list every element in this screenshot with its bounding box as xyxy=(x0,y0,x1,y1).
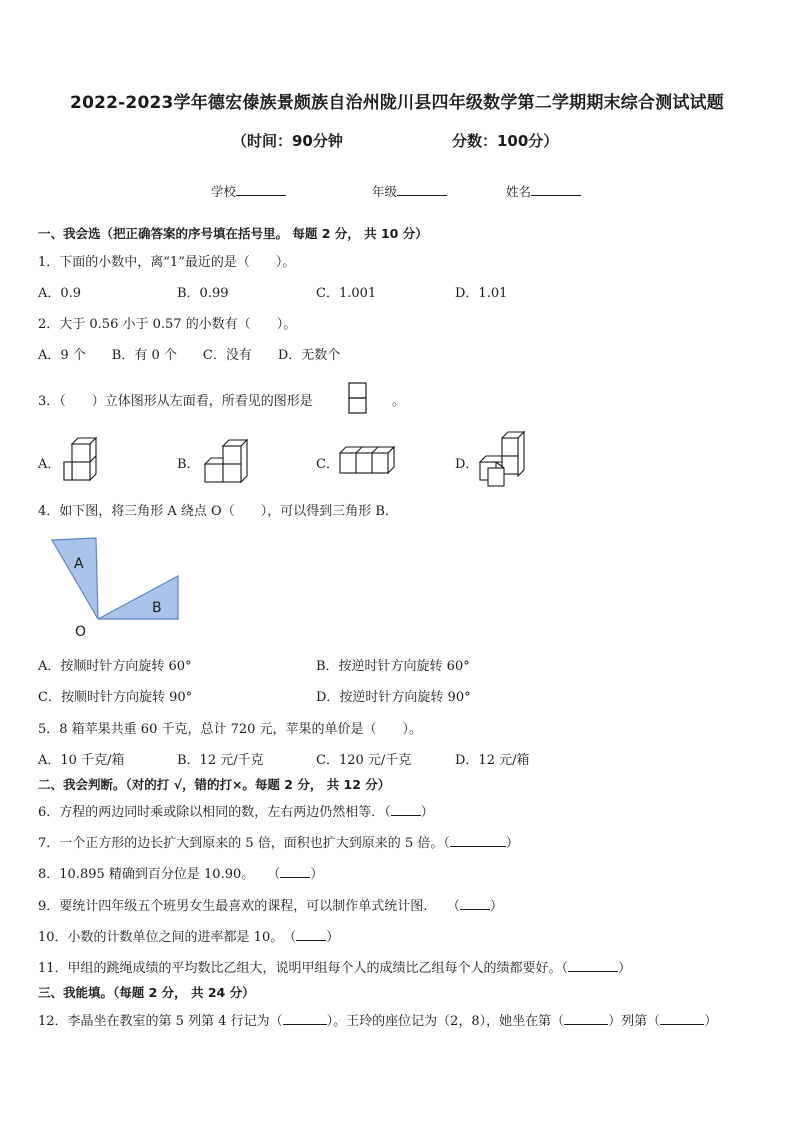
q7-answer-blank[interactable] xyxy=(450,834,506,847)
question-3 xyxy=(38,390,313,409)
q4-option-a[interactable]: A．按顺时针方向旋转 60° xyxy=(38,659,192,674)
q1-option-d[interactable]: D．1.01 xyxy=(455,286,508,301)
q3-option-d-cubes xyxy=(476,430,528,488)
q5-option-b[interactable]: B．12 元/千克 xyxy=(177,753,264,768)
section2-heading: 二、我会判断。（对的打 √，错的打×。每题 2 分， 共 12 分） xyxy=(38,777,391,792)
q4-rotation-figure xyxy=(40,530,190,642)
q8-answer-blank[interactable] xyxy=(280,865,310,878)
q9-text: 9．要统计四年级五个班男女生最喜欢的课程，可以制作单式统计图. xyxy=(38,899,428,914)
triangle-a-label: A xyxy=(74,556,84,572)
exam-time: （时间：90分钟 xyxy=(232,132,343,150)
school-field[interactable] xyxy=(211,182,286,200)
q9-answer-blank[interactable] xyxy=(460,897,490,910)
q4-option-d[interactable]: D．按逆时针方向旋转 90° xyxy=(316,690,471,705)
q3-end: 。 xyxy=(392,394,406,409)
question-9: 9．要统计四年级五个班男女生最喜欢的课程，可以制作单式统计图. （ ） xyxy=(38,899,503,914)
grade-blank[interactable] xyxy=(397,183,447,196)
section1-heading: 一、我会选（把正确答案的序号填在括号里。 每题 2 分， 共 10 分） xyxy=(38,226,428,241)
q3-left-view-figure xyxy=(348,382,368,414)
q1-option-c[interactable]: C．1.001 xyxy=(316,286,377,301)
q3-option-b[interactable]: B． xyxy=(177,457,200,472)
triangle-a xyxy=(52,538,98,619)
name-field[interactable] xyxy=(506,182,581,200)
question-7: 7．一个正方形的边长扩大到原来的 5 倍，面积也扩大到原来的 5 倍。（ ） xyxy=(38,836,519,851)
question-4: 4．如下图，将三角形 A 绕点 O（ ），可以得到三角形 B． xyxy=(38,504,398,519)
name-label: 姓名 xyxy=(506,184,532,199)
question-8: 8．10.895 精确到百分位是 10.90。 （ ） xyxy=(38,867,324,882)
q6-text: 6．方程的两边同时乘或除以相同的数，左右两边仍然相等． xyxy=(38,805,385,820)
grade-label: 年级 xyxy=(372,184,398,199)
q10-answer-blank[interactable] xyxy=(296,928,326,941)
q3-option-b-cubes xyxy=(203,438,249,484)
q12-text-2: ）。王玲的座位记为（2，8），她坐在第（ xyxy=(326,1014,565,1029)
question-2: 2．大于 0.56 小于 0.57 的小数有（ ）。 xyxy=(38,317,297,332)
page-title: 2022-2023学年德宏傣族景颇族自治州陇川县四年级数学第二学期期末综合测试试题 xyxy=(70,93,724,113)
school-label: 学校 xyxy=(211,184,237,199)
q3-option-c-cubes xyxy=(338,443,398,475)
q3-option-c[interactable]: C． xyxy=(316,457,339,472)
q12-blank-2[interactable] xyxy=(564,1012,608,1025)
q3-option-a-cubes xyxy=(62,434,98,486)
school-blank[interactable] xyxy=(236,183,286,196)
question-11: 11．甲组的跳绳成绩的平均数比乙组大，说明甲组每个人的成绩比乙组每个人的绩都要好。（ ） xyxy=(38,961,632,976)
section3-heading: 三、我能填。（每题 2 分， 共 24 分） xyxy=(38,985,255,1000)
q3-option-d[interactable]: D． xyxy=(455,457,479,472)
q7-text: 7．一个正方形的边长扩大到原来的 5 倍，面积也扩大到原来的 5 倍。 xyxy=(38,836,444,851)
q8-text: 8．10.895 精确到百分位是 10.90。 xyxy=(38,867,248,882)
q12-text-1: 12．李晶坐在教室的第 5 列第 4 行记为（ xyxy=(38,1014,283,1029)
q5-option-c[interactable]: C．120 元/千克 xyxy=(316,753,412,768)
q3-text: 3．（ ）立体图形从左面看，所看见的图形是 xyxy=(38,394,313,409)
triangle-b xyxy=(98,576,178,619)
q4-option-b[interactable]: B．按逆时针方向旋转 60° xyxy=(316,659,470,674)
question-5: 5．8 箱苹果共重 60 千克，总计 720 元，苹果的单价是（ ）。 xyxy=(38,722,423,737)
q11-text: 11．甲组的跳绳成绩的平均数比乙组大，说明甲组每个人的成绩比乙组每个人的绩都要好。 xyxy=(38,961,562,976)
q6-answer-blank[interactable] xyxy=(391,803,421,816)
name-blank[interactable] xyxy=(531,183,581,196)
question-10: 10．小数的计数单位之间的进率都是 10。 （ ） xyxy=(38,930,340,945)
grade-field[interactable] xyxy=(372,182,447,200)
q3-option-a[interactable]: A． xyxy=(38,457,61,472)
q12-text-3: ）列第（ xyxy=(608,1014,661,1029)
q4-option-c[interactable]: C．按顺时针方向旋转 90° xyxy=(38,690,193,705)
question-6: 6．方程的两边同时乘或除以相同的数，左右两边仍然相等．（ ） xyxy=(38,805,434,820)
q1-option-a[interactable]: A．0.9 xyxy=(38,286,82,301)
question-12 xyxy=(38,1010,717,1029)
triangle-b-label: B xyxy=(152,600,162,616)
point-o-label: O xyxy=(75,624,87,640)
q12-blank-1[interactable] xyxy=(283,1012,327,1025)
q5-option-d[interactable]: D．12 元/箱 xyxy=(455,753,530,768)
q5-option-a[interactable]: A．10 千克/箱 xyxy=(38,753,125,768)
q10-text: 10．小数的计数单位之间的进率都是 10。 xyxy=(38,930,277,945)
exam-score: 分数：100分） xyxy=(452,132,559,150)
q2-options[interactable]: A．9 个 B．有 0 个 C．没有 D．无数个 xyxy=(38,348,341,363)
question-1: 1．下面的小数中，离“1”最近的是（ ）。 xyxy=(38,255,296,270)
q11-answer-blank[interactable] xyxy=(568,959,618,972)
q12-blank-3[interactable] xyxy=(660,1012,704,1025)
q12-text-4: ） xyxy=(704,1014,718,1029)
q1-option-b[interactable]: B．0.99 xyxy=(177,286,229,301)
